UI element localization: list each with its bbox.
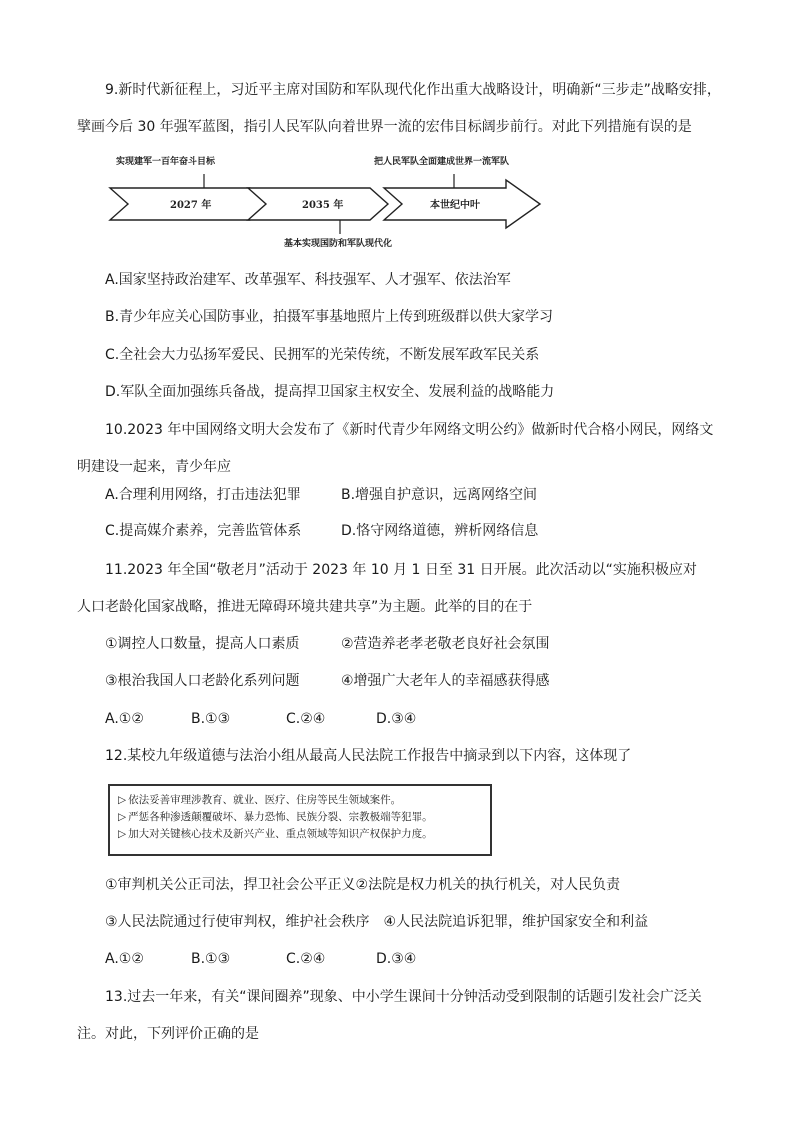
timeline-stage-1: 2027 年 <box>170 200 212 211</box>
triangle-bullet-icon: ▷ <box>118 794 127 806</box>
q11-option-b: B.①③ <box>191 711 231 727</box>
timeline-stage-2: 2035 年 <box>302 200 344 211</box>
q12-option-a: A.①② <box>105 951 144 967</box>
q11-statement-2: ②营造养老孝老敬老良好社会氛围 <box>341 636 550 652</box>
q10-stem-line1: 10.2023 年中国网络文明大会发布了《新时代青少年网络文明公约》做新时代合格小网民，网络文 <box>105 422 714 438</box>
q12-statements-1-2: ①审判机关公正司法，捍卫社会公平正义②法院是权力机关的执行机关，对人民负责 <box>105 877 621 893</box>
timeline-top-right-label: 把人民军队全面建成世界一流军队 <box>374 157 510 167</box>
q11-statement-3: ③根治我国人口老龄化系列问题 <box>105 673 300 689</box>
q10-option-c: C.提高媒介素养，完善监管体系 <box>105 523 302 539</box>
timeline-stage-3: 本世纪中叶 <box>430 200 480 211</box>
excerpt-item-3: ▷ 加大对关键核心技术及新兴产业、重点领域等知识产权保护力度。 <box>118 826 482 843</box>
q9-timeline-diagram <box>108 148 548 258</box>
q9-option-b: B.青少年应关心国防事业，拍摄军事基地照片上传到班级群以供大家学习 <box>105 309 554 325</box>
q12-option-d: D.③④ <box>376 951 417 967</box>
q13-stem-line2: 注。对此，下列评价正确的是 <box>77 1026 259 1042</box>
q11-stem-line2: 人口老龄化国家战略，推进无障碍环境共建共享”为主题。此举的目的在于 <box>77 599 533 615</box>
q10-stem-line2: 明建设一起来，青少年应 <box>77 459 231 475</box>
q12-option-c: C.②④ <box>286 951 326 967</box>
q12-option-b: B.①③ <box>191 951 231 967</box>
q9-option-a: A.国家坚持政治建军、改革强军、科技强军、人才强军、依法治军 <box>105 272 511 288</box>
q11-stem-line1: 11.2023 年全国“敬老月”活动于 2023 年 10 月 1 日至 31 日开展。此次活动以“实施积极应对 <box>105 562 697 578</box>
q11-option-d: D.③④ <box>376 711 417 727</box>
triangle-bullet-icon: ▷ <box>118 811 127 823</box>
excerpt-item-2: ▷ 严惩各种渗透颠覆破坏、暴力恐怖、民族分裂、宗教极端等犯罪。 <box>118 809 482 826</box>
q11-option-a: A.①② <box>105 711 144 727</box>
timeline-arrows <box>108 148 548 258</box>
q12-stem-line1: 12.某校九年级道德与法治小组从最高人民法院工作报告中摘录到以下内容，这体现了 <box>105 748 632 764</box>
q9-option-d: D.军队全面加强练兵备战，提高捍卫国家主权安全、发展利益的战略能力 <box>105 384 555 400</box>
q12-excerpt-box <box>108 784 492 856</box>
q10-option-b: B.增强自护意识，远离网络空间 <box>341 487 538 503</box>
timeline-bottom-label: 基本实现国防和军队现代化 <box>284 239 393 249</box>
q13-stem-line1: 13.过去一年来，有关“课间圈养”现象、中小学生课间十分钟活动受到限制的话题引发社会广泛关 <box>105 989 702 1005</box>
timeline-top-left-label: 实现建军一百年奋斗目标 <box>116 157 216 167</box>
q11-option-c: C.②④ <box>286 711 326 727</box>
triangle-bullet-icon: ▷ <box>118 828 127 840</box>
q9-stem-line2: 擘画今后 30 年强军蓝图，指引人民军队向着世界一流的宏伟目标阔步前行。对此下列措施有误的是 <box>77 119 692 135</box>
q12-statements-3-4: ③人民法院通过行使审判权，维护社会秩序 ④人民法院追诉犯罪，维护国家安全和利益 <box>105 914 649 930</box>
q10-option-d: D.恪守网络道德，辨析网络信息 <box>341 523 539 539</box>
q9-stem-line1: 9.新时代新征程上，习近平主席对国防和军队现代化作出重大战略设计，明确新“三步走”战略安排， <box>105 82 721 98</box>
q10-option-a: A.合理利用网络，打击违法犯罪 <box>105 487 301 503</box>
excerpt-item-1: ▷ 依法妥善审理涉教育、就业、医疗、住房等民生领域案件。 <box>118 792 482 809</box>
q11-statement-4: ④增强广大老年人的幸福感获得感 <box>341 673 550 689</box>
q11-statement-1: ①调控人口数量，提高人口素质 <box>105 636 300 652</box>
q9-option-c: C.全社会大力弘扬军爱民、民拥军的光荣传统，不断发展军政军民关系 <box>105 347 540 363</box>
